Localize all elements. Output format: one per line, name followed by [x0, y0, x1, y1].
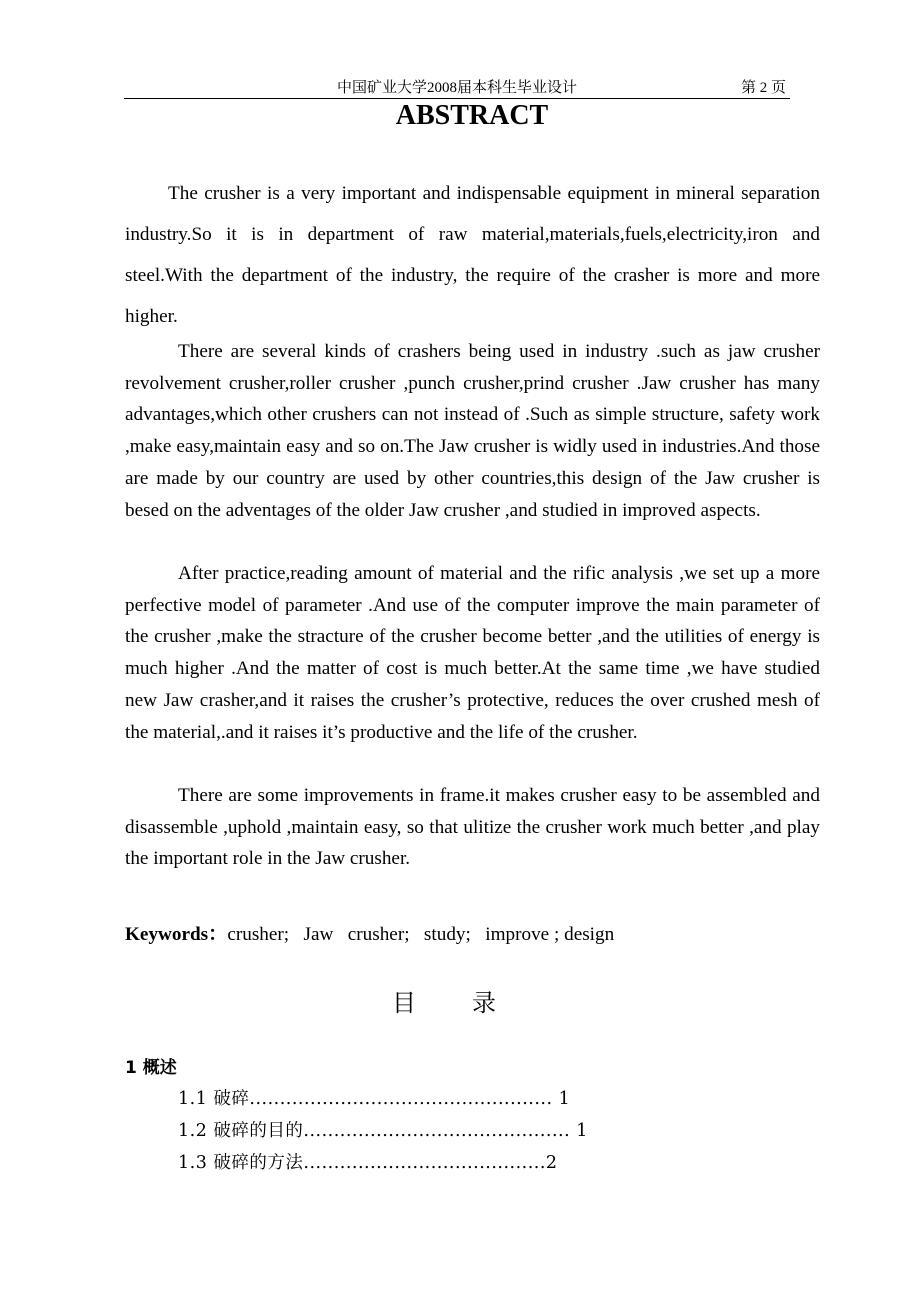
toc-entry[interactable]: 1.3 破碎的方法........................................2 — [178, 1153, 558, 1173]
header-title: 中国矿业大学2008届本科生毕业设计 — [336, 80, 577, 96]
keywords-label: Keywords： — [125, 924, 228, 945]
abstract-title: ABSTRACT — [395, 100, 549, 131]
page-number: 第 2 页 — [740, 80, 786, 96]
toc-title: 目录 — [392, 989, 552, 1017]
abstract-paragraph-4: There are some improvements in frame.it makes crusher easy to be assembled and disassemble ,uphold ,maintain easy, so that ulitize the crusher work much better ,and play the important role in the Jaw crusher. — [125, 785, 820, 870]
toc-chapter: 1 概述 — [125, 1058, 177, 1078]
keywords — [125, 919, 614, 946]
abstract-paragraph-1: The crusher is a very important and indispensable equipment in mineral separation industry.So it is in department of raw material,materials,fuels,electricity,iron and steel.With the department of the industry, the require of the crasher is more and more higher. — [125, 183, 820, 327]
toc-entry[interactable]: 1.2 破碎的目的............................................ 1 — [178, 1121, 588, 1141]
toc-entry[interactable]: 1.1 破碎.................................................. 1 — [178, 1089, 571, 1109]
abstract-paragraph-2: There are several kinds of crashers being used in industry .such as jaw crusher revolvement crusher,roller crusher ,punch crusher,prind crusher .Jaw crusher has many advantages,which other crushers can not instead of .Such as simple structure, safety work ,make easy,maintain easy and so on.The Jaw crusher is widly used in industries.And those are made by our country are used by other countries,this design of the Jaw crusher is besed on the adventages of the older Jaw crusher ,and studied in improved aspects. — [125, 341, 820, 521]
abstract-paragraph-3: After practice,reading amount of material and the rific analysis ,we set up a more perfective model of parameter .And use of the computer improve the main parameter of the crusher ,make the stracture of the crusher become better ,and the utilities of energy is much higher .And the matter of cost is much better.At the same time ,we have studied new Jaw crasher,and it raises the crusher’s protective, reduces the over crushed mesh of the material,.and it raises it’s productive and the life of the crusher. — [125, 563, 820, 743]
page-header — [124, 76, 790, 99]
keywords-text: crusher; Jaw crusher; study; improve ; design — [227, 924, 615, 945]
